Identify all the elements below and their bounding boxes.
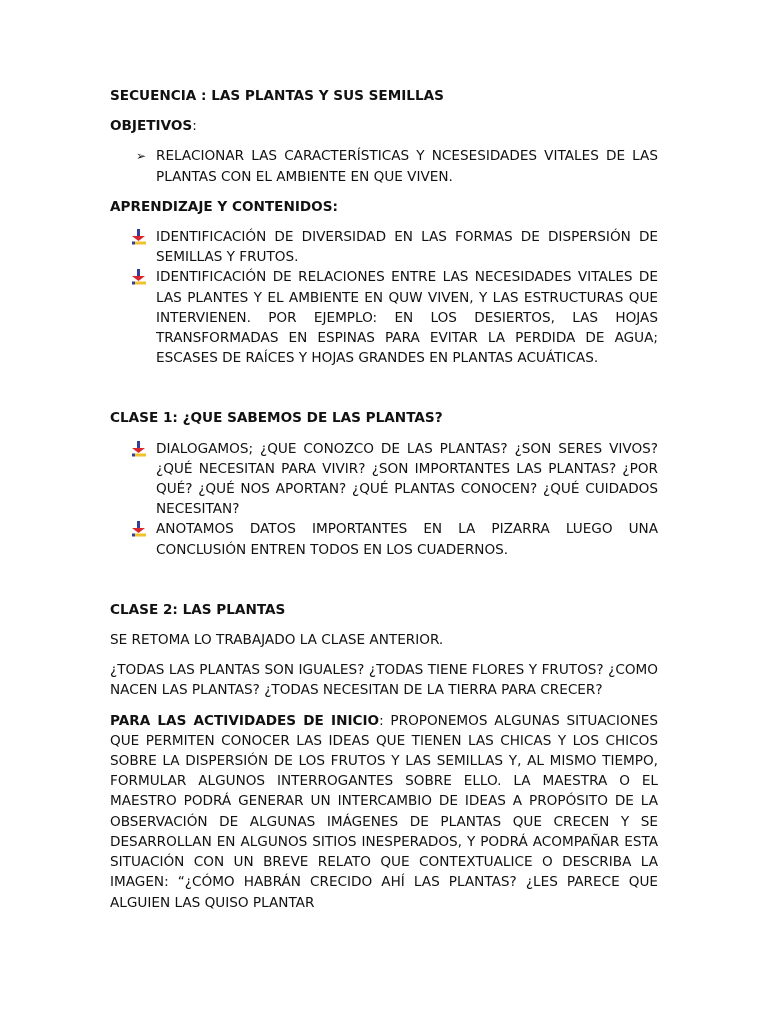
objetivos-heading <box>110 116 658 136</box>
clase2-paragraph-3-bold: PARA LAS ACTIVIDADES DE INICIO <box>110 712 380 729</box>
objetivos-list <box>110 146 658 186</box>
document-content <box>110 86 658 913</box>
arrow-bullet-icon: ➢ <box>136 149 147 164</box>
clase2-paragraph-3-text: : PROPONEMOS ALGUNAS SITUACIONES QUE PERMITEN CONOCER LAS IDEAS QUE TIENEN LAS CHICAS Y LOS CHICOS SOBRE LA DISPERSIÓN DE LOS FRUTOS Y LAS SEMILLAS Y, AL MISMO TIEMPO, FORMULAR ALGUNOS INTERROGANTES SOBRE ELLO. LA MAESTRA O EL MAESTRO PODRÁ GENERAR UN INTERCAMBIO DE IDEAS A PROPÓSITO DE LA OBSERVACIÓN DE ALGUNAS IMÁGENES DE PLANTAS QUE CRECEN Y SE DESARROLLAN EN ALGUNOS SITIOS INESPERADOS, Y PODRÁ ACOMPAÑAR ESTA SITUACIÓN CON UN BREVE RELATO QUE CONTEXTUALICE O DESCRIBA LA IMAGEN: “¿CÓMO HABRÁN CRECIDO AHÍ LAS PLANTAS? ¿LES PARECE QUE ALGUIEN LAS QUISO PLANTAR <box>110 712 658 911</box>
multicolor-arrow-bullet-icon <box>130 441 148 457</box>
clase1-heading: CLASE 1: ¿QUE SABEMOS DE LAS PLANTAS? <box>110 410 443 427</box>
objetivos-colon: : <box>192 118 197 135</box>
clase2-paragraph-2: ¿TODAS LAS PLANTAS SON IGUALES? ¿TODAS TIENE FLORES Y FRUTOS? ¿COMO NACEN LAS PLANTAS? ¿TODAS NECESITAN DE LA TIERRA PARA CRECER? <box>110 662 658 699</box>
aprendizaje-item <box>110 267 658 368</box>
document-title: SECUENCIA : LAS PLANTAS Y SUS SEMILLAS <box>110 88 444 104</box>
aprendizaje-item <box>110 227 658 267</box>
clase2-heading: CLASE 2: LAS PLANTAS <box>110 601 286 618</box>
multicolor-arrow-bullet-icon <box>130 521 148 537</box>
objetivos-heading-text: OBJETIVOS <box>110 118 193 135</box>
objetivos-item-text: RELACIONAR LAS CARACTERÍSTICAS Y NCESESIDADES VITALES DE LAS PLANTAS CON EL AMBIENTE EN QUE VIVEN. <box>156 148 658 185</box>
aprendizaje-list <box>110 227 658 368</box>
objetivos-item <box>110 146 658 186</box>
clase2-paragraph-3 <box>110 711 658 913</box>
clase1-item-text: ANOTAMOS DATOS IMPORTANTES EN LA PIZARRA LUEGO UNA CONCLUSIÓN ENTREN TODOS EN LOS CUADERNOS. <box>156 521 658 558</box>
clase1-list <box>110 439 658 560</box>
aprendizaje-heading: APRENDIZAJE Y CONTENIDOS: <box>110 198 338 215</box>
multicolor-arrow-bullet-icon <box>130 269 148 285</box>
clase1-item <box>110 519 658 559</box>
clase2-paragraph-1: SE RETOMA LO TRABAJADO LA CLASE ANTERIOR. <box>110 632 444 649</box>
clase1-item <box>110 439 658 520</box>
multicolor-arrow-bullet-icon <box>130 229 148 245</box>
aprendizaje-item-text: IDENTIFICACIÓN DE DIVERSIDAD EN LAS FORMAS DE DISPERSIÓN DE SEMILLAS Y FRUTOS. <box>156 229 658 266</box>
clase1-item-text: DIALOGAMOS; ¿QUE CONOZCO DE LAS PLANTAS? ¿SON SERES VIVOS? ¿QUÉ NECESITAN PARA VIVIR? ¿SON IMPORTANTES LAS PLANTAS? ¿POR QUÉ? ¿QUÉ NOS APORTAN? ¿QUÉ PLANTAS CONOCEN? ¿QUÉ CUIDADOS NECESITAN? <box>156 440 658 518</box>
aprendizaje-item-text: IDENTIFICACIÓN DE RELACIONES ENTRE LAS NECESIDADES VITALES DE LAS PLANTES Y EL AMBIENTE EN QUW VIVEN, Y LAS ESTRUCTURAS QUE INTERVIENEN. POR EJEMPLO: EN LOS DESIERTOS, LAS HOJAS TRANSFORMADAS EN ESPINAS PARA EVITAR LA PERDIDA DE AGUA; ESCASES DE RAÍCES Y HOJAS GRANDES EN PLANTAS ACUÁTICAS. <box>156 269 658 367</box>
